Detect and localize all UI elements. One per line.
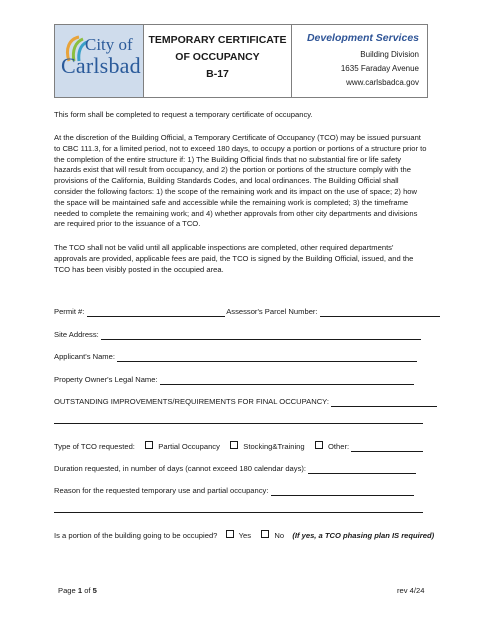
form-header: [54, 24, 428, 98]
site-address-label: Site Address:: [54, 330, 99, 339]
page-total: 5: [92, 586, 97, 595]
other-input[interactable]: [351, 443, 423, 452]
outstanding-input[interactable]: [331, 398, 437, 407]
apn-input[interactable]: [320, 308, 440, 317]
logo-carlsbad: Carlsbad: [61, 53, 141, 78]
owner-label: Property Owner's Legal Name:: [54, 375, 158, 384]
page-indicator: [58, 586, 97, 595]
partial-occupancy-label: Partial Occupancy: [158, 442, 220, 451]
tco-type-row: [54, 441, 423, 452]
site-address-row: [54, 330, 421, 340]
page-number: 1: [77, 586, 83, 595]
title-form-number: B-17: [206, 68, 229, 80]
permit-input[interactable]: [87, 308, 225, 317]
portion-yes-checkbox[interactable]: [226, 530, 234, 538]
applicant-row: [54, 352, 417, 362]
department-info: [292, 25, 427, 97]
validity-paragraph: The TCO shall not be valid until all applicable inspections are completed, other required departments' approvals are provided, applicable fees are paid, the TCO is signed by the Building Official, issued, and the TCO has been visibly posted in the occupied area.: [54, 243, 414, 274]
stocking-training-label: Stocking&Training: [243, 442, 305, 451]
intro-paragraph: This form shall be completed to request a temporary certificate of occupancy.: [54, 110, 313, 119]
portion-row: [54, 530, 434, 541]
applicant-input[interactable]: [117, 353, 417, 362]
portion-no-label: No: [274, 531, 285, 540]
portion-yes-label: Yes: [238, 531, 252, 540]
reason-extra-line[interactable]: [54, 512, 423, 513]
logo-city-of: City of: [85, 35, 133, 54]
stocking-training-checkbox[interactable]: [230, 441, 238, 449]
permit-label: Permit #:: [54, 307, 85, 316]
discretion-paragraph: At the discretion of the Building Official, a Temporary Certificate of Occupancy (TCO) may be issued pursuant to CBC 111.3, for a limited period, not to exceed 180 days, to occupy a portion or portions of a structure prior to the completion of the entire structure if: 1) The Building Official finds that no substantial fire or life safety hazards exist that will result from occupancy, and 2) the portion or portions of the structure comply with the provisions of the California, Building Standards Codes, and local ordinances. The Building Official shall consider the following factors: 1) the scope of the remaining work and its impact on the use of space; 2) how the space will be maintained safe and accessible while the remaining work is completed; 3) the timeframe needed to complete the remaining work; and 4) whether approvals from other city departments and divisions are required prior to the issuance of a TCO.: [54, 133, 427, 229]
form-title: [144, 25, 292, 97]
site-address-input[interactable]: [101, 331, 421, 340]
outstanding-label: OUTSTANDING IMPROVEMENTS/REQUIREMENTS FOR FINAL OCCUPANCY:: [54, 397, 329, 406]
owner-input[interactable]: [160, 376, 414, 385]
department-name: Development Services: [306, 32, 419, 44]
permit-row: [54, 307, 440, 317]
page-label: Page: [58, 586, 78, 595]
division-name: Building Division: [360, 50, 419, 59]
department-address: 1635 Faraday Avenue: [340, 64, 419, 73]
other-label: Other:: [328, 442, 350, 451]
partial-occupancy-checkbox[interactable]: [145, 441, 153, 449]
outstanding-extra-line[interactable]: [54, 423, 423, 424]
duration-input[interactable]: [308, 465, 416, 474]
department-website: www.carlsbadca.gov: [346, 78, 419, 87]
other-checkbox[interactable]: [315, 441, 323, 449]
city-logo: [55, 25, 144, 97]
title-line-1: TEMPORARY CERTIFICATE: [148, 34, 287, 46]
duration-label: Duration requested, in number of days (cannot exceed 180 calendar days):: [54, 464, 307, 473]
page-of: of: [82, 586, 93, 595]
reason-label: Reason for the requested temporary use and partial occupancy:: [54, 486, 269, 495]
apn-label: Assessor's Parcel Number:: [226, 307, 318, 316]
title-line-2: OF OCCUPANCY: [175, 51, 260, 63]
outstanding-row: [54, 397, 437, 407]
portion-question: Is a portion of the building going to be occupied?: [54, 531, 218, 540]
revision-label: rev 4/24: [397, 586, 425, 595]
owner-row: [54, 375, 414, 385]
phasing-plan-note: (If yes, a TCO phasing plan IS required): [292, 531, 435, 540]
portion-no-checkbox[interactable]: [261, 530, 269, 538]
duration-row: [54, 464, 416, 474]
reason-input[interactable]: [271, 487, 414, 496]
applicant-label: Applicant's Name:: [54, 352, 115, 361]
tco-type-label: Type of TCO requested:: [54, 442, 135, 451]
reason-row: [54, 486, 414, 496]
